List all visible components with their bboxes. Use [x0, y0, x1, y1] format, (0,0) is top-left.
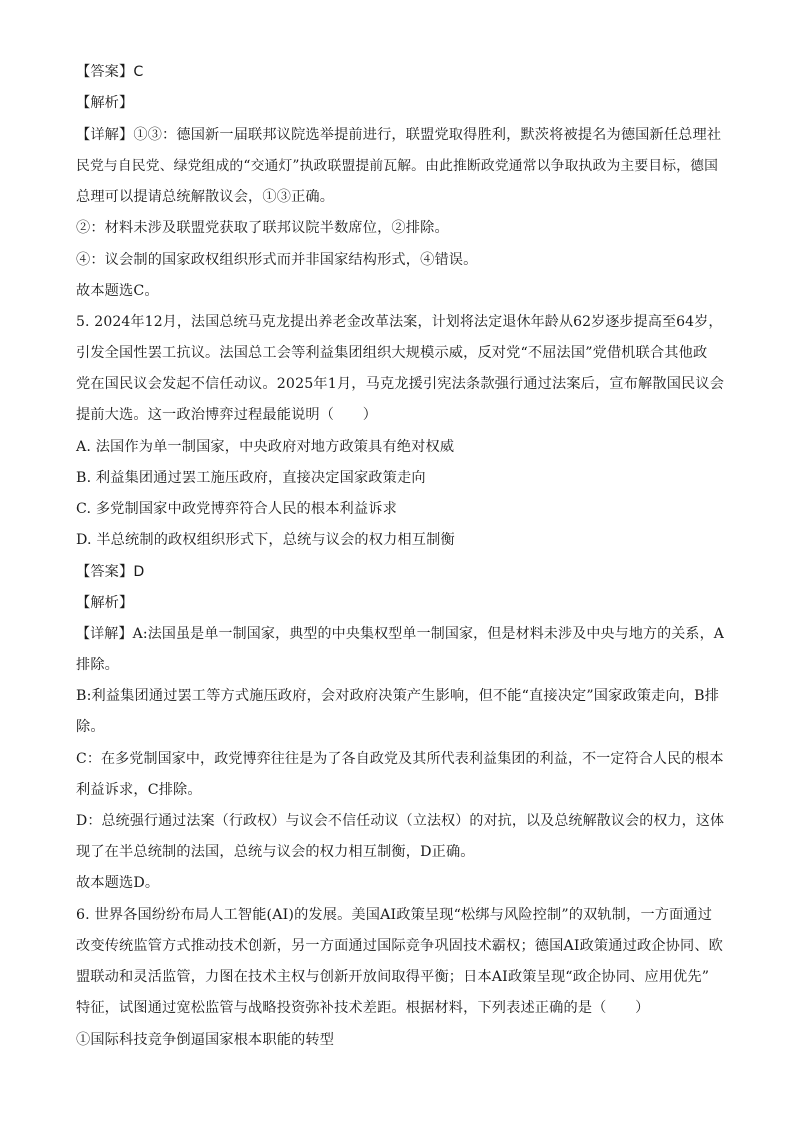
- q5-detail-d-line-1: D：总统强行通过法案（行政权）与议会不信任动议（立法权）的对抗，以及总统解散议会的权力，这体: [76, 813, 725, 829]
- q5-option-b: B. 利益集团通过罢工施压政府，直接决定国家政策走向: [76, 470, 426, 486]
- q6-stem-line-3: 盟联动和灵活监管，力图在技术主权与创新开放间取得平衡；日本AI政策呈现“政企协同、应用优先”: [76, 969, 710, 985]
- q6-stem-line-1: 6. 世界各国纷纷布局人工智能(AI)的发展。美国AI政策呈现“松绑与风险控制”的双轨制，一方面通过: [76, 907, 713, 923]
- q4-conclusion: 故本题选C。: [76, 283, 159, 299]
- q6-stem-line-4: 特征，试图通过宽松监管与战略投资弥补技术差距。根据材料，下列表述正确的是（ ）: [76, 1000, 650, 1016]
- q5-answer-tag: 【答案】D: [76, 564, 145, 580]
- q5-detail-a-line-1: 【详解】A:法国虽是单一制国家，典型的中央集权型单一制国家，但是材料未涉及中央与地方的关系，A: [76, 626, 724, 642]
- q5-stem-line-2: 引发全国性罢工抗议。法国总工会等利益集团组织大规模示威，反对党“不屈法国”党借机联合其他政: [76, 345, 708, 361]
- q5-stem-line-3: 党在国民议会发起不信任动议。2025年1月，马克龙援引宪法条款强行通过法案后，宣布解散国民议会: [76, 376, 725, 392]
- q5-option-a: A. 法国作为单一制国家，中央政府对地方政策具有绝对权威: [76, 439, 455, 455]
- q5-detail-b-line-2: 除。: [76, 719, 105, 735]
- q4-detail-line-1: 【详解】①③：德国新一届联邦议院选举提前进行，联盟党取得胜利，默茨将被提名为德国新任总理社: [76, 127, 722, 143]
- q4-detail-line-2: 民党与自民党、绿党组成的“交通灯”执政联盟提前瓦解。由此推断政党通常以争取执政为主要目标，德国: [76, 158, 719, 174]
- q4-detail-line-3: 总理可以提请总统解散议会，①③正确。: [76, 189, 335, 205]
- q4-item-2: ②：材料未涉及联盟党获取了联邦议院半数席位，②排除。: [76, 220, 449, 236]
- q5-analysis-tag: 【解析】: [76, 595, 134, 611]
- q5-stem-line-1: 5. 2024年12月，法国总统马克龙提出养老金改革法案，计划将法定退休年龄从62岁逐步提高至64岁，: [76, 314, 723, 330]
- q6-stem-line-2: 改变传统监管方式推动技术创新，另一方面通过国际竞争巩固技术霸权；德国AI政策通过政企协同、欧: [76, 938, 724, 954]
- q5-detail-c-line-2: 利益诉求，C排除。: [76, 782, 202, 798]
- q5-option-c: C. 多党制国家中政党博弈符合人民的根本利益诉求: [76, 501, 397, 517]
- q5-stem-line-4: 提前大选。这一政治博弈过程最能说明（ ）: [76, 407, 378, 423]
- q6-statement-1: ①国际科技竞争倒逼国家根本职能的转型: [76, 1032, 335, 1048]
- q4-analysis-tag: 【解析】: [76, 95, 134, 111]
- q5-detail-d-line-2: 现了在半总统制的法国，总统与议会的权力相互制衡，D正确。: [76, 844, 475, 860]
- q5-conclusion: 故本题选D。: [76, 875, 160, 891]
- q5-detail-c-line-1: C：在多党制国家中，政党博弈往往是为了各自政党及其所代表利益集团的利益，不一定符合人民的根本: [76, 751, 724, 767]
- q4-item-4: ④：议会制的国家政权组织形式而并非国家结构形式，④错误。: [76, 252, 478, 268]
- q5-detail-b-line-1: B:利益集团通过罢工等方式施压政府，会对政府决策产生影响，但不能“直接决定”国家政策走向，B排: [76, 688, 720, 704]
- q4-answer-tag: 【答案】C: [76, 64, 144, 80]
- q5-detail-a-line-2: 排除。: [76, 657, 120, 673]
- q5-option-d: D. 半总统制的政权组织形式下，总统与议会的权力相互制衡: [76, 532, 455, 548]
